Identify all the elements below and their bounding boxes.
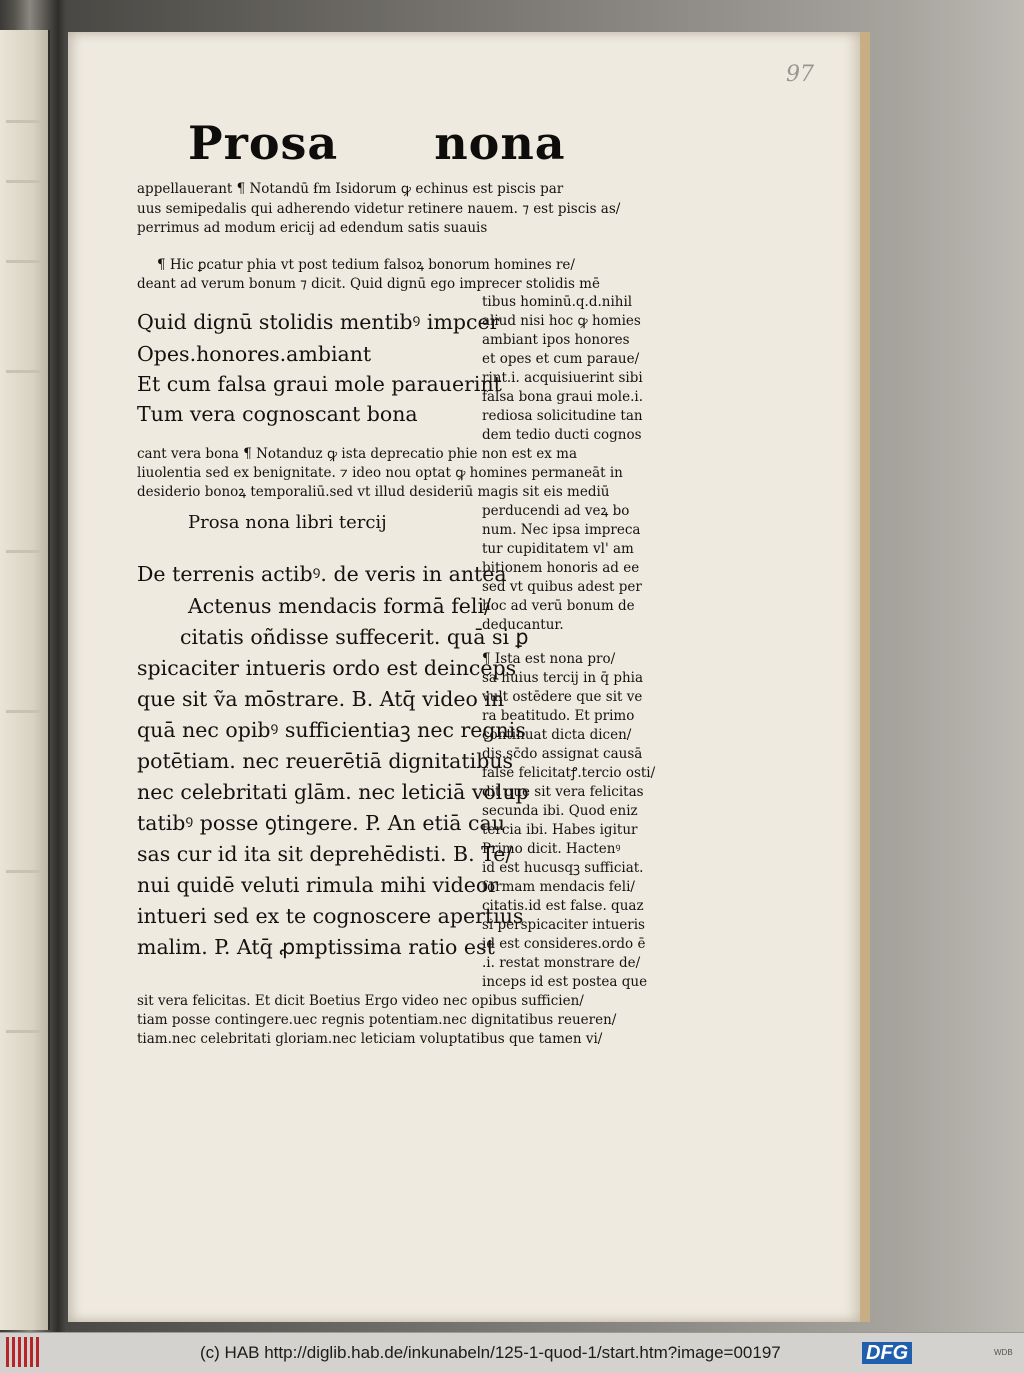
commentary-line: falsa bona graui mole.i. bbox=[482, 389, 644, 405]
facing-page-edge bbox=[0, 30, 50, 1330]
verse-line: Et cum falsa graui mole parauerint bbox=[137, 372, 502, 396]
main-text-line: spicaciter intueris ordo est deinceps bbox=[137, 656, 517, 680]
copyright-url[interactable]: (c) HAB http://diglib.hab.de/inkunabeln/125-1-quod-1/start.htm?image=00197 bbox=[200, 1343, 781, 1362]
main-text-line: que sit ṽa mōstrare. B. Atq̄ video in bbox=[137, 687, 505, 711]
commentary-line: perrimus ad modum ericij ad edendum satis suauis bbox=[137, 220, 488, 236]
commentary-line: false felicitatꝭ.tercio osti/ bbox=[482, 765, 656, 781]
commentary-line: inceps id est postea que bbox=[482, 974, 648, 990]
commentary-line: rediosa solicitudine tan bbox=[482, 408, 643, 424]
main-text-line: tatibꝰ posse ꝯtingere. P. An etiā cau bbox=[137, 811, 505, 835]
main-text-line: De terrenis actibꝰ. de veris in antea bbox=[137, 562, 507, 586]
commentary-line: tiam posse contingere.uec regnis potentiam.nec dignitatibus reueren/ bbox=[137, 1012, 617, 1028]
commentary-line: hoc ad verū bonum de bbox=[482, 598, 635, 614]
commentary-line: dit que sit vera felicitas bbox=[482, 784, 644, 800]
commentary-line: sa huius tercij in q̄ phia bbox=[482, 670, 644, 686]
main-text-line: nec celebritati glām. nec leticiā volup bbox=[137, 780, 529, 804]
section-heading bbox=[188, 116, 566, 170]
wdb-mark: WDB bbox=[994, 1348, 1013, 1357]
folio-number: 97 bbox=[786, 62, 814, 87]
commentary-line: ¶ Ista est nona pro/ bbox=[482, 651, 616, 667]
main-text-line: malim. P. Atq̄ ꝓmptissima ratio est bbox=[137, 935, 495, 959]
commentary-line: sit vera felicitas. Et dicit Boetius Ergo video nec opibus sufficien/ bbox=[137, 993, 584, 1009]
verse-line: Tum vera cognoscant bona bbox=[137, 402, 418, 426]
main-text-line: nui quidē veluti rimula mihi videor bbox=[137, 873, 499, 897]
verse-line: Quid dignū stolidis mentibꝰ impcer bbox=[137, 310, 500, 334]
commentary-line: Primo dicit. Hactenꝰ bbox=[482, 841, 621, 857]
commentary-line: formam mendacis feli/ bbox=[482, 879, 635, 895]
commentary-line: rint.i. acquisiuerint sibi bbox=[482, 370, 643, 386]
commentary-line: num. Nec ipsa impreca bbox=[482, 522, 641, 538]
main-text-line: citatis oñdisse suffecerit. quā si ꝑ bbox=[180, 625, 529, 649]
commentary-line: dem tedio ducti cognos bbox=[482, 427, 642, 443]
commentary-line: tercia ibi. Habes igitur bbox=[482, 822, 638, 838]
commentary-line: ambiant ipos honores bbox=[482, 332, 630, 348]
main-text-line: sas cur id ita sit deprehēdisti. B. Te/ bbox=[137, 842, 513, 866]
commentary-line: et opes et cum paraue/ bbox=[482, 351, 640, 367]
commentary-line: liuolentia sed ex benignitate. ⁊ ideo nou optat ꝙ homines permaneāt in bbox=[137, 465, 623, 481]
commentary-line: si perspicaciter intueris bbox=[482, 917, 645, 933]
commentary-line: dis.sc̄do assignat causā bbox=[482, 746, 643, 762]
prosa-title: Prosa nona libri tercij bbox=[188, 512, 387, 533]
commentary-line: vult ostēdere que sit ve bbox=[482, 689, 643, 705]
commentary-line: id est consideres.ordo ē bbox=[482, 936, 646, 952]
commentary-line: bitionem honoris ad ee bbox=[482, 560, 640, 576]
commentary-line: continuat dicta dicen/ bbox=[482, 727, 632, 743]
heading-word-nona: nona bbox=[434, 116, 566, 170]
commentary-line: sed vt quibus adest per bbox=[482, 579, 642, 595]
library-logo-icon bbox=[6, 1337, 40, 1367]
commentary-line: uus semipedalis qui adherendo videtur retinere nauem. ⁊ est piscis as/ bbox=[137, 201, 621, 217]
commentary-line: aliud nisi hoc ꝙ homies bbox=[482, 313, 641, 329]
heading-word-prosa: Prosa bbox=[188, 116, 339, 170]
main-text-line: Actenus mendacis formā feli/ bbox=[188, 594, 491, 618]
commentary-line: ra beatitudo. Et primo bbox=[482, 708, 635, 724]
commentary-line: tiam.nec celebritati gloriam.nec leticiam voluptatibus que tamen vi/ bbox=[137, 1031, 603, 1047]
main-text-line: potētiam. nec reuerētiā dignitatibus bbox=[137, 749, 514, 773]
main-text-line: quā nec opibꝰ sufficientiaꝫ nec regnis bbox=[137, 718, 526, 742]
commentary-line: desiderio bonoꝝ temporaliū.sed vt illud desideriū magis sit eis mediū bbox=[137, 484, 610, 500]
verse-line: Opes.honores.ambiant bbox=[137, 342, 372, 366]
commentary-line: id est hucusqꝫ sufficiat. bbox=[482, 860, 644, 876]
commentary-line: deducantur. bbox=[482, 617, 564, 633]
viewer-footer bbox=[0, 1332, 1024, 1373]
commentary-line: tur cupiditatem vl' am bbox=[482, 541, 634, 557]
commentary-line: secunda ibi. Quod eniz bbox=[482, 803, 638, 819]
commentary-line: appellauerant ¶ Notandū ẜm Isidorum ꝙ echinus est piscis par bbox=[137, 181, 564, 197]
commentary-line: citatis.id est false. quaz bbox=[482, 898, 644, 914]
commentary-line: perducendi ad veꝝ bo bbox=[482, 503, 630, 519]
commentary-line: ¶ Hic ꝑcatur phia vt post tedium falsoꝝ bonorum homines re/ bbox=[157, 257, 575, 273]
commentary-line: tibus hominū.q.d.nihil bbox=[482, 294, 633, 310]
dfg-logo: DFG bbox=[862, 1342, 912, 1364]
commentary-line: .i. restat monstrare de/ bbox=[482, 955, 641, 971]
commentary-line: deant ad verum bonum ⁊ dicit. Quid dignū ego imprecer stolidis mē bbox=[137, 276, 600, 292]
commentary-line: cant vera bona ¶ Notanduz ꝙ ista deprecatio phie non est ex ma bbox=[137, 446, 578, 462]
main-text-line: intueri sed ex te cognoscere apertius bbox=[137, 904, 524, 928]
